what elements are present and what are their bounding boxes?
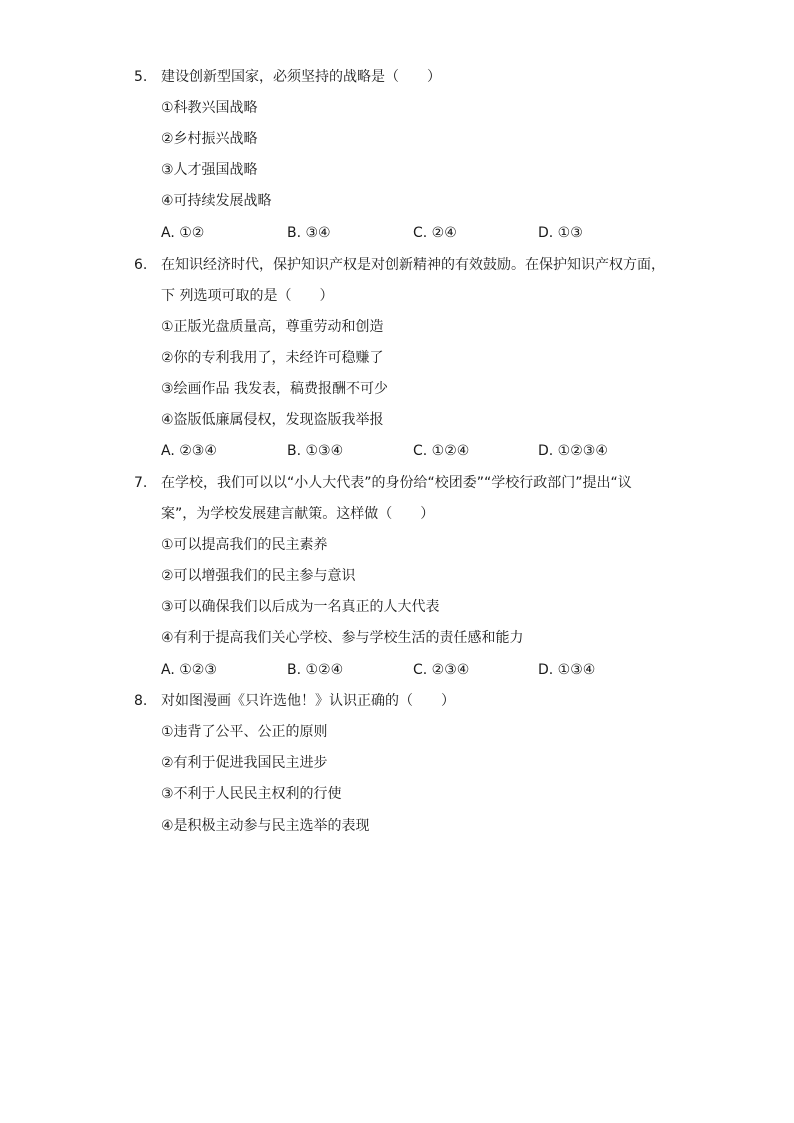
option-a: A. ①② — [161, 225, 205, 241]
statement: ②有利于促进我国民主进步 — [161, 755, 328, 771]
statement: ③人才强国战略 — [161, 162, 258, 178]
option-b: B. ③④ — [287, 225, 331, 241]
question-number: 6. — [134, 257, 148, 273]
statement: ③可以确保我们以后成为一名真正的人大代表 — [161, 599, 440, 615]
statement: ②你的专利我用了，未经许可稳赚了 — [161, 350, 384, 366]
option-d: D. ①③④ — [538, 662, 596, 678]
question-stem: 在学校，我们可以以“小人大代表”的身份给“校团委”“学校行政部门”提出“议 — [161, 475, 632, 491]
statement: ①正版光盘质量高，尊重劳动和创造 — [161, 319, 384, 335]
statement: ③不利于人民民主权利的行使 — [161, 786, 342, 802]
question-stem: 在知识经济时代，保护知识产权是对创新精神的有效鼓励。在保护知识产权方面， — [161, 257, 665, 273]
statement: ①可以提高我们的民主素养 — [161, 537, 328, 553]
statement: ④盗版低廉属侵权，发现盗版我举报 — [161, 412, 384, 428]
option-a: A. ②③④ — [161, 443, 217, 459]
option-c: C. ②③④ — [413, 662, 470, 678]
statement: ④是积极主动参与民主选举的表现 — [161, 818, 370, 834]
option-a: A. ①②③ — [161, 662, 217, 678]
option-c: C. ①②④ — [413, 443, 470, 459]
option-d: D. ①②③④ — [538, 443, 608, 459]
question-stem: 建设创新型国家，必须坚持的战略是（ ） — [161, 69, 441, 85]
statement: ②可以增强我们的民主参与意识 — [161, 568, 356, 584]
option-d: D. ①③ — [538, 225, 583, 241]
question-number: 8. — [134, 693, 148, 709]
question-stem-continued: 下 列选项可取的是（ ） — [161, 288, 334, 304]
question-number: 7. — [134, 475, 148, 491]
option-b: B. ①②④ — [287, 662, 344, 678]
statement: ④有利于提高我们关心学校、参与学校生活的责任感和能力 — [161, 630, 524, 646]
question-number: 5. — [134, 69, 148, 85]
question-stem-continued: 案”，为学校发展建言献策。这样做（ ） — [161, 506, 435, 522]
question-stem: 对如图漫画《只许选他！》认识正确的（ ） — [161, 693, 455, 709]
option-b: B. ①③④ — [287, 443, 344, 459]
statement: ①科教兴国战略 — [161, 100, 258, 116]
statement: ②乡村振兴战略 — [161, 131, 258, 147]
option-c: C. ②④ — [413, 225, 457, 241]
statement: ①违背了公平、公正的原则 — [161, 724, 328, 740]
statement: ③绘画作品 我发表，稿费报酬不可少 — [161, 381, 389, 397]
statement: ④可持续发展战略 — [161, 193, 272, 209]
